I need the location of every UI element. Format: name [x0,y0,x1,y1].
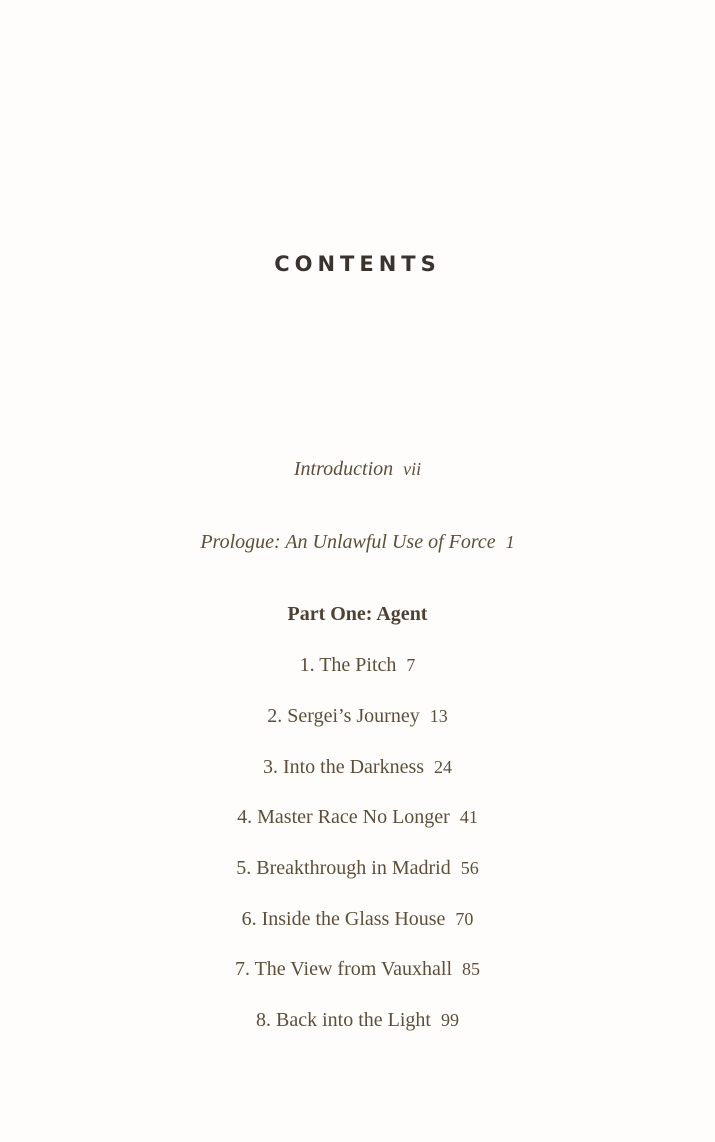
part-heading: Part One: Agent [287,603,428,625]
toc-entry-label: 3. Into the Darkness [262,756,425,778]
toc-entry-page-number: 24 [434,757,453,777]
toc-entry-page-number: 99 [440,1010,459,1030]
toc-entry-label: Prologue: An Unlawful Use of Force [200,531,496,553]
toc-entry-page-number: vii [403,459,422,479]
toc-entry-label: 4. Master Race No Longer [237,806,450,828]
toc-entry-label: 2. Sergei’s Journey [267,705,420,727]
toc-entry-chapter-6[interactable] [0,907,715,931]
page-title: CONTENTS [274,252,441,276]
toc-entry-page-number: 13 [429,706,448,726]
toc-entry-page-number: 1 [505,532,515,552]
toc-entry-page-number: 85 [462,959,481,979]
toc-entry-chapter-5[interactable] [0,856,715,880]
toc-entry-introduction[interactable] [0,457,715,481]
toc-entry-page-number: 70 [455,909,474,929]
toc-entry-label: 5. Breakthrough in Madrid [236,857,451,879]
toc-entry-chapter-7[interactable] [0,957,715,981]
toc-entry-page-number: 41 [459,807,478,827]
toc-entry-prologue[interactable] [0,530,715,554]
toc-entry-label: 1. The Pitch [299,654,397,676]
toc-entry-label: Introduction [293,458,394,480]
toc-entry-chapter-2[interactable] [0,704,715,728]
toc-entry-chapter-8[interactable] [0,1008,715,1032]
toc-entry-page-number: 56 [460,858,479,878]
toc-entry-chapter-3[interactable] [0,755,715,779]
toc-entry-chapter-4[interactable] [0,805,715,829]
toc-entry-page-number: 7 [406,655,416,675]
toc-entry-label: 7. The View from Vauxhall [234,958,453,980]
toc-entry-label: 6. Inside the Glass House [241,908,446,930]
toc-entry-label: 8. Back into the Light [256,1009,431,1031]
toc-entry-chapter-1[interactable] [0,653,715,677]
